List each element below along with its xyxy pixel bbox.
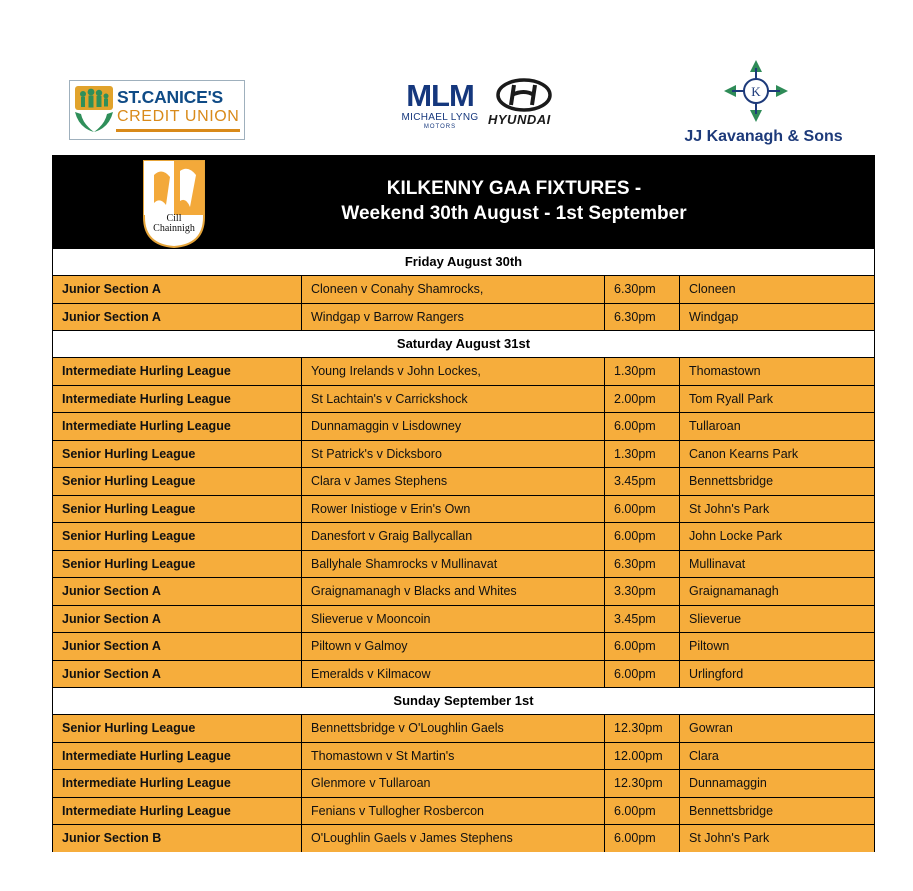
competition-cell: Intermediate Hurling League [62, 776, 231, 790]
mlm-line1: MICHAEL LYNG [401, 112, 479, 123]
time-cell: 3.30pm [604, 578, 679, 605]
competition-cell: Senior Hurling League [62, 556, 196, 571]
table-row [53, 797, 874, 825]
table-row [53, 714, 874, 742]
hyundai-h-icon [495, 78, 553, 112]
match-cell: Cloneen v Conahy Shamrocks, [301, 276, 604, 303]
time-cell: 3.45pm [604, 468, 679, 495]
venue-cell: Bennettsbridge [679, 798, 874, 825]
time-cell: 3.45pm [604, 606, 679, 633]
time-cell: 6.00pm [604, 633, 679, 660]
jjk-name: JJ Kavanagh & Sons [684, 128, 843, 145]
jj-kavanagh-logo [676, 58, 856, 150]
table-row [53, 412, 874, 440]
time-cell: 6.00pm [604, 413, 679, 440]
jjk-emblem-letter: K [751, 84, 761, 99]
table-row [53, 440, 874, 468]
table-row [53, 522, 874, 550]
competition-cell: Junior Section A [62, 584, 161, 598]
table-row [53, 357, 874, 385]
competition-cell: Senior Hurling League [62, 474, 196, 488]
venue-cell: Mullinavat [679, 551, 874, 578]
match-cell: Rower Inistioge v Erin's Own [301, 496, 604, 523]
hyundai-name: HYUNDAI [488, 112, 551, 127]
time-cell: 2.00pm [604, 386, 679, 413]
match-cell: Dunnamaggin v Lisdowney [301, 413, 604, 440]
match-cell: Bennettsbridge v O'Loughlin Gaels [301, 715, 604, 742]
table-row [53, 605, 874, 633]
table-row [53, 660, 874, 688]
competition-cell: Junior Section B [62, 831, 162, 845]
venue-cell: Slieverue [679, 606, 874, 633]
match-cell: Ballyhale Shamrocks v Mullinavat [301, 551, 604, 578]
match-cell: St Patrick's v Dicksboro [301, 441, 604, 468]
table-row [53, 577, 874, 605]
competition-cell: Senior Hurling League [62, 529, 196, 543]
competition-cell: Intermediate Hurling League [62, 391, 231, 406]
page-title [198, 176, 830, 226]
competition-cell: Senior Hurling League [62, 446, 196, 461]
crest-text [142, 214, 206, 234]
venue-cell: Urlingford [679, 661, 874, 688]
time-cell: 6.00pm [604, 825, 679, 852]
time-cell: 6.00pm [604, 798, 679, 825]
competition-cell: Junior Section A [62, 282, 161, 296]
match-cell: Fenians v Tullogher Rosbercon [301, 798, 604, 825]
match-cell: Piltown v Galmoy [301, 633, 604, 660]
table-row [53, 303, 874, 331]
venue-cell: Cloneen [679, 276, 874, 303]
table-row [53, 824, 874, 852]
match-cell: O'Loughlin Gaels v James Stephens [301, 825, 604, 852]
title-line1: KILKENNY GAA FIXTURES - [386, 178, 642, 199]
table-row [53, 467, 874, 495]
time-cell: 6.00pm [604, 496, 679, 523]
competition-cell: Junior Section A [62, 309, 161, 324]
time-cell: 12.30pm [604, 770, 679, 797]
venue-cell: Piltown [679, 633, 874, 660]
venue-cell: Bennettsbridge [679, 468, 874, 495]
table-row [53, 632, 874, 660]
fixtures-sheet [52, 155, 875, 852]
venue-cell: Tullaroan [679, 413, 874, 440]
venue-cell: St John's Park [679, 825, 874, 852]
crest-text-line2: Chainnigh [153, 223, 195, 234]
table-row [53, 385, 874, 413]
time-cell: 1.30pm [604, 441, 679, 468]
competition-cell: Intermediate Hurling League [62, 748, 231, 763]
match-cell: Danesfort v Graig Ballycallan [301, 523, 604, 550]
time-cell: 6.30pm [604, 551, 679, 578]
match-cell: Graignamanagh v Blacks and Whites [301, 578, 604, 605]
venue-cell: Tom Ryall Park [679, 386, 874, 413]
table-row [53, 550, 874, 578]
match-cell: St Lachtain's v Carrickshock [301, 386, 604, 413]
competition-cell: Senior Hurling League [62, 721, 196, 735]
title-line2: Weekend 30th August - 1st September [341, 203, 687, 224]
table-row [53, 275, 874, 303]
match-cell: Clara v James Stephens [301, 468, 604, 495]
time-cell: 6.30pm [604, 304, 679, 331]
mlm-line2: MOTORS [423, 124, 457, 130]
time-cell: 6.30pm [604, 276, 679, 303]
credit-union-name: ST.CANICE'S [117, 87, 224, 107]
venue-cell: Canon Kearns Park [679, 441, 874, 468]
competition-cell: Senior Hurling League [62, 501, 196, 516]
time-cell: 6.00pm [604, 523, 679, 550]
day-header: Friday August 30th [53, 248, 874, 275]
credit-union-underline [116, 129, 240, 132]
venue-cell: Windgap [679, 304, 874, 331]
venue-cell: Thomastown [679, 358, 874, 385]
family-hands-icon [73, 84, 115, 136]
day-header: Saturday August 31st [53, 330, 874, 357]
time-cell: 12.00pm [604, 743, 679, 770]
venue-cell: John Locke Park [679, 523, 874, 550]
venue-cell: Dunnamaggin [679, 770, 874, 797]
match-cell: Young Irelands v John Lockes, [301, 358, 604, 385]
competition-cell: Intermediate Hurling League [62, 364, 231, 378]
crest-text-line1: Cill [166, 213, 182, 224]
competition-cell: Intermediate Hurling League [62, 803, 231, 818]
time-cell: 1.30pm [604, 358, 679, 385]
day-header: Sunday September 1st [53, 687, 874, 714]
match-cell: Windgap v Barrow Rangers [301, 304, 604, 331]
competition-cell: Junior Section A [62, 666, 161, 681]
match-cell: Thomastown v St Martin's [301, 743, 604, 770]
table-row [53, 769, 874, 797]
compass-emblem-icon [722, 58, 790, 124]
match-cell: Glenmore v Tullaroan [301, 770, 604, 797]
competition-cell: Intermediate Hurling League [62, 419, 231, 433]
venue-cell: Clara [679, 743, 874, 770]
venue-cell: Graignamanagh [679, 578, 874, 605]
fixtures-table [53, 248, 874, 852]
mlm-hyundai-logo [396, 78, 562, 132]
credit-union-sub: CREDIT UNION [117, 108, 240, 125]
table-row [53, 495, 874, 523]
venue-cell: St John's Park [679, 496, 874, 523]
competition-cell: Junior Section A [62, 611, 161, 626]
match-cell: Slieverue v Mooncoin [301, 606, 604, 633]
competition-cell: Junior Section A [62, 639, 161, 653]
time-cell: 12.30pm [604, 715, 679, 742]
table-row [53, 742, 874, 770]
mlm-mark: MLM [406, 78, 474, 113]
fixtures-banner [53, 156, 874, 248]
time-cell: 6.00pm [604, 661, 679, 688]
match-cell: Emeralds v Kilmacow [301, 661, 604, 688]
credit-union-logo [69, 80, 245, 140]
venue-cell: Gowran [679, 715, 874, 742]
